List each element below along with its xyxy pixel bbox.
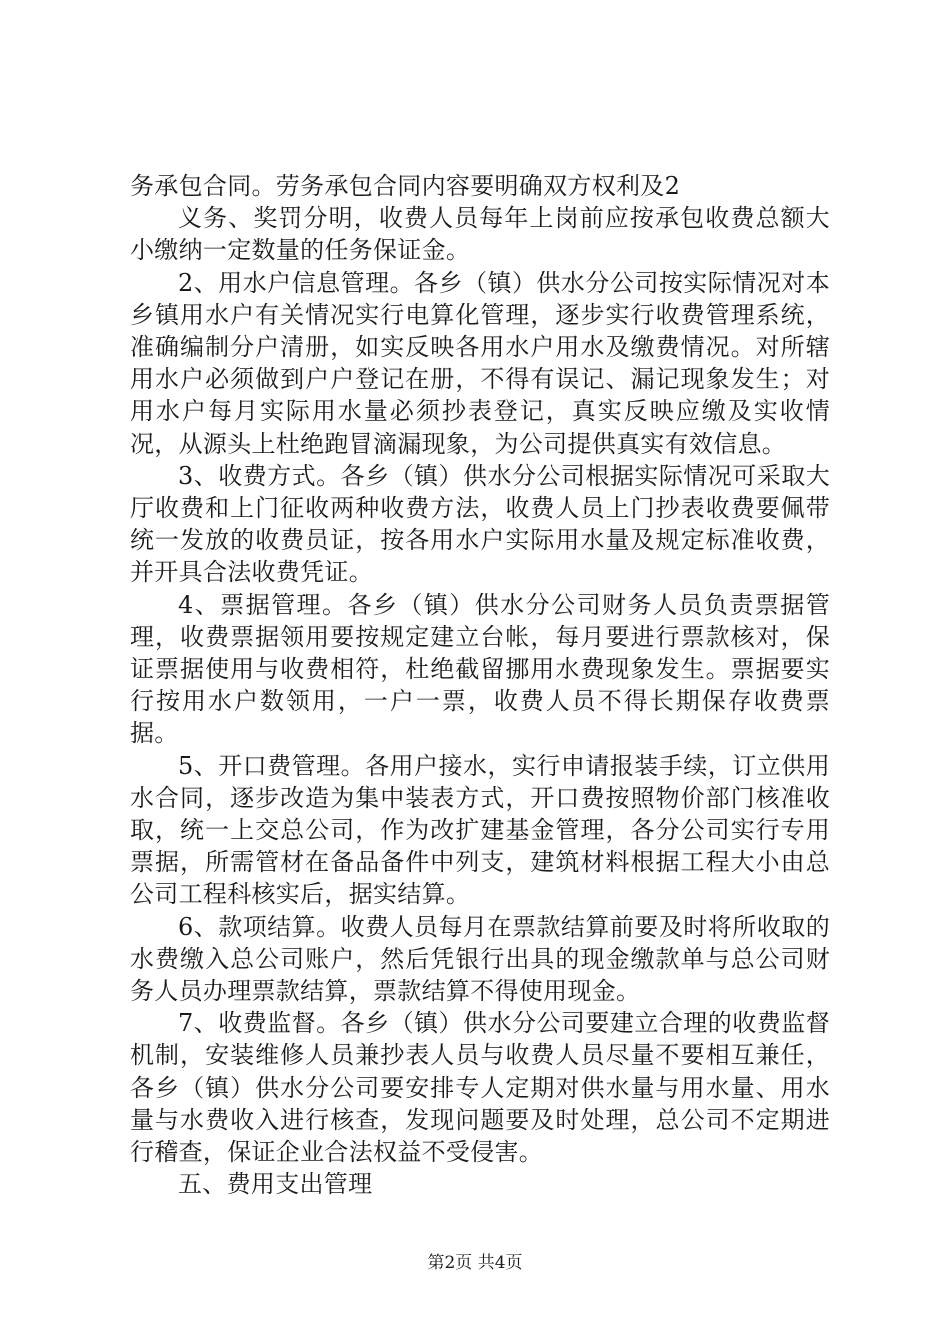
paragraph-user-info-management: 2、用水户信息管理。各乡（镇）供水分公司按实际情况对本乡镇用水户有关情况实行电算化管理，逐步实行收费管理系统，准确编制分户清册，如实反映各用水户用水及缴费情况。对所辖用水户必须做到户户登记在册，不得有误记、漏记现象发生；对用水户每月实际用水量必须抄表登记，真实反映应缴及实收情况，从源头上杜绝跑冒滴漏现象，为公司提供真实有效信息。 <box>130 268 830 458</box>
section-heading-expense-management: 五、费用支出管理 <box>178 1170 373 1199</box>
paragraph-receipt-management: 4、票据管理。各乡（镇）供水分公司财务人员负责票据管理，收费票据领用要按规定建立台帐，每月要进行票款核对，保证票据使用与收费相符，杜绝截留挪用水费现象发生。票据要实行按用水户数领用，一户一票，收费人员不得长期保存收费票据。 <box>130 590 830 748</box>
paragraph-connection-fee-management: 5、开口费管理。各用户接水，实行申请报装手续，订立供用水合同，逐步改造为集中装表方式，开口费按照物价部门核准收取，统一上交总公司，作为改扩建基金管理，各分公司实行专用票据，所需管材在备品备件中列支，建筑材料根据工程大小由总公司工程科核实后，据实结算。 <box>130 751 830 909</box>
page-number-footer: 第2页 共4页 <box>427 1253 523 1273</box>
paragraph-fee-supervision: 7、收费监督。各乡（镇）供水分公司要建立合理的收费监督机制，安装维修人员兼抄表人员与收费人员尽量不要相互兼任，各乡（镇）供水分公司要安排专人定期对供水量与用水量、用水量与水费收入进行核查，发现问题要及时处理，总公司不定期进行稽查，保证企业合法权益不受侵害。 <box>130 1009 830 1167</box>
paragraph-contract-continued: 务承包合同。劳务承包合同内容要明确双方权利及2 <box>130 172 681 200</box>
paragraph-obligations: 义务、奖罚分明，收费人员每年上岗前应按承包收费总额大小缴纳一定数量的任务保证金。 <box>130 204 830 265</box>
document-body <box>130 170 830 1201</box>
paragraph-payment-settlement: 6、款项结算。收费人员每月在票款结算前要及时将所收取的水费缴入总公司账户，然后凭银行出具的现金缴款单与总公司财务人员办理票款结算，票款结算不得使用现金。 <box>130 912 830 1006</box>
paragraph-fee-collection-method: 3、收费方式。各乡（镇）供水分公司根据实际情况可采取大厅收费和上门征收两种收费方法，收费人员上门抄表收费要佩带统一发放的收费员证，按各用水户实际用水量及规定标准收费，并开具合法收费凭证。 <box>130 461 830 587</box>
